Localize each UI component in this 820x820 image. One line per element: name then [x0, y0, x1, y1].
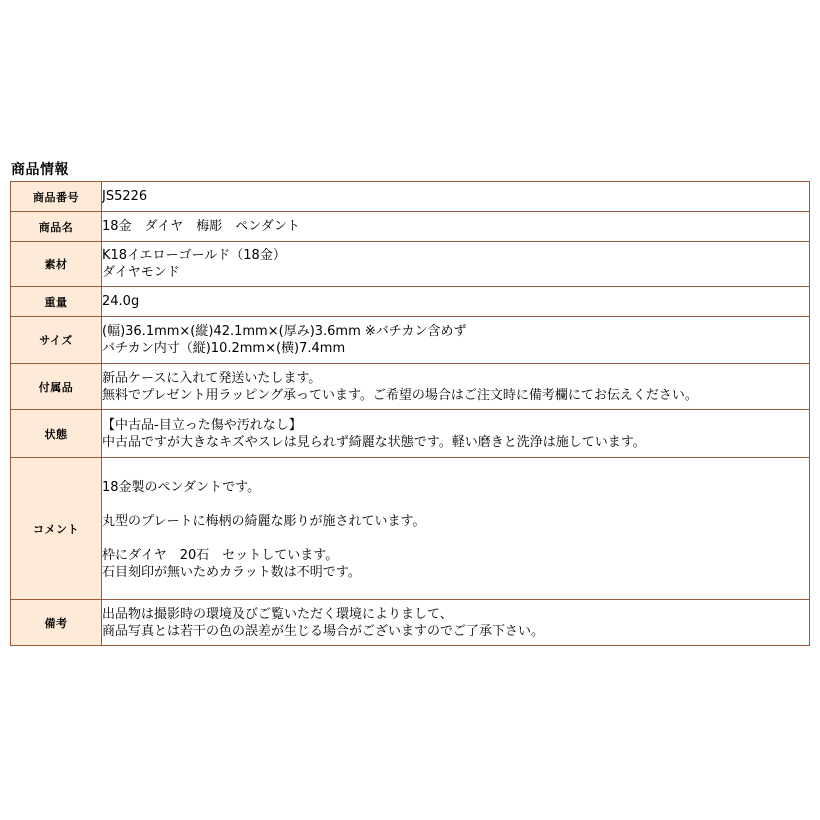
row-accessories [11, 364, 810, 410]
label-accessories: 付属品 [11, 364, 102, 410]
comment-line-3: 枠にダイヤ 20石 セットしています。 [102, 548, 339, 563]
row-item-name [11, 212, 810, 242]
notes-line-1: 出品物は撮影時の環境及びご覧いただく環境によりまして、 [102, 606, 453, 622]
label-material: 素材 [11, 242, 102, 287]
label-weight: 重量 [11, 287, 102, 317]
notes-line-2: 商品写真とは若干の色の誤差が生じる場合がございますのでご了承下さい。 [102, 623, 545, 639]
comment-line-1: 18金製のペンダントです。 [102, 480, 261, 495]
value-item-number: JS5226 [102, 182, 810, 212]
row-item-number [11, 182, 810, 212]
size-line-2: バチカン内寸（縦)10.2mm×(横)7.4mm [102, 341, 346, 356]
value-notes [102, 600, 810, 646]
value-material [102, 242, 810, 287]
row-comment [11, 458, 810, 600]
label-size: サイズ [11, 317, 102, 364]
condition-line-2: 中古品ですが大きなキズやスレは見られず綺麗な状態です。軽い磨きと洗浄は施しています。 [102, 434, 646, 450]
product-info-table [10, 181, 810, 646]
label-condition: 状態 [11, 410, 102, 458]
condition-line-1: 【中古品-目立った傷や汚れなし】 [102, 417, 302, 433]
row-notes [11, 600, 810, 646]
value-item-name: 18金 ダイヤ 梅彫 ペンダント [102, 212, 810, 242]
value-condition [102, 410, 810, 458]
accessories-line-1: 新品ケースに入れて発送いたします。 [102, 370, 322, 386]
material-line-2: ダイヤモンド [102, 265, 180, 280]
value-size [102, 317, 810, 364]
row-material [11, 242, 810, 287]
accessories-line-2: 無料でプレゼント用ラッピング承っています。ご希望の場合はご注文時に備考欄にてお伝えください。 [102, 387, 698, 403]
size-line-1: (幅)36.1mm×(縦)42.1mm×(厚み)3.6mm ※バチカン含めず [102, 324, 467, 339]
value-weight: 24.0g [102, 287, 810, 317]
value-comment [102, 458, 810, 600]
label-comment: コメント [11, 458, 102, 600]
label-item-name: 商品名 [11, 212, 102, 242]
value-accessories [102, 364, 810, 410]
comment-line-2: 丸型のプレートに梅柄の綺麗な彫りが施されています。 [102, 514, 426, 529]
label-notes: 備考 [11, 600, 102, 646]
section-title: 商品情報 [11, 162, 69, 178]
material-line-1: K18イエローゴールド（18金） [102, 248, 286, 263]
comment-line-4: 石目刻印が無いためカラット数は不明です。 [102, 565, 361, 580]
row-condition [11, 410, 810, 458]
row-weight [11, 287, 810, 317]
row-size [11, 317, 810, 364]
label-item-number: 商品番号 [11, 182, 102, 212]
